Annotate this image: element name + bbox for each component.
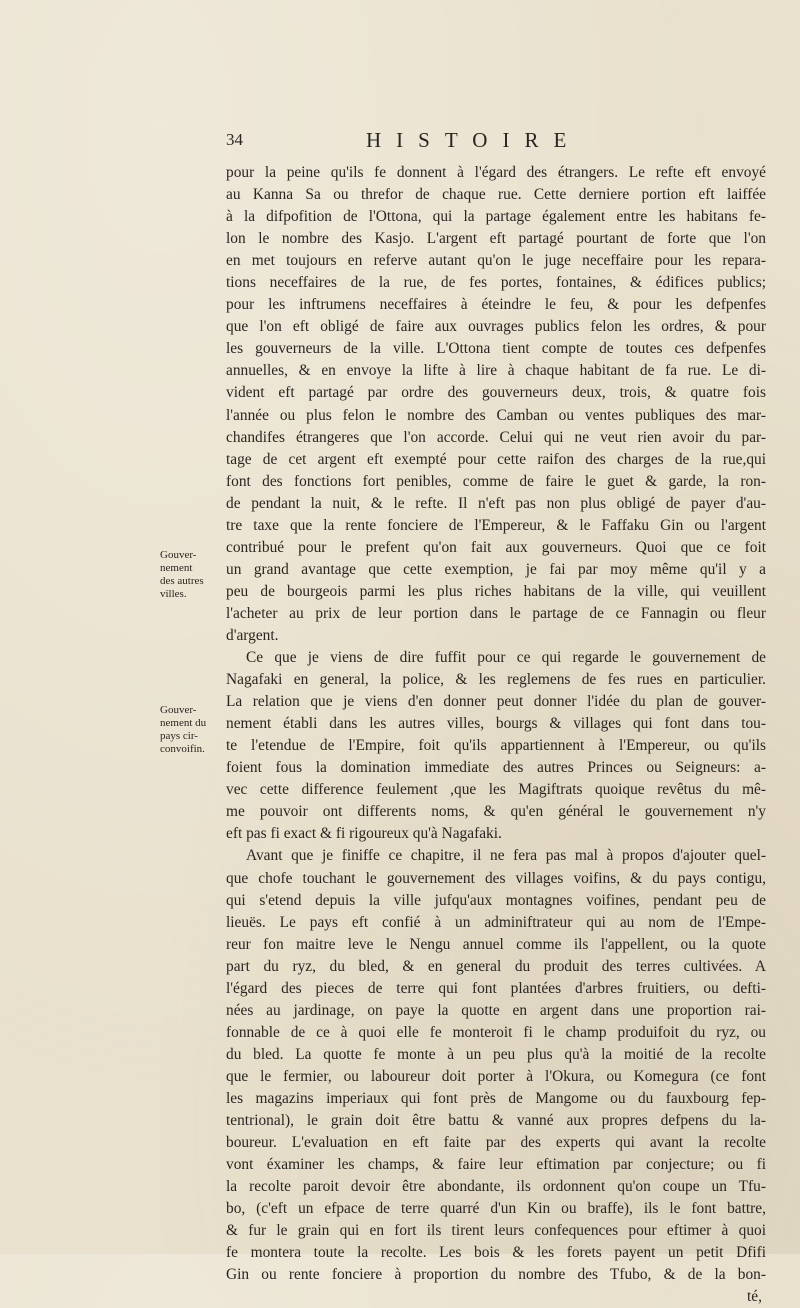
text-line: & fur le grain qui en fort ils tirent leurs confequences pour eftimer à quoi: [226, 1222, 766, 1240]
text-line: l'année ou plus felon le nombre des Camban ou ventes publiques des mar-: [226, 406, 766, 424]
text-line: l'acheter au prix de leur portion dans le partage de ce Fannagin ou fleur: [226, 604, 766, 622]
body-text: [226, 162, 766, 1308]
margin-note-government-surrounding-country: [160, 704, 226, 756]
paragraph-3: [226, 845, 766, 1286]
text-line: vident eft partagé par ordre des gouverneurs deux, trois, & quatre fois: [226, 384, 766, 402]
text-line: les gouverneurs de la ville. L'Ottona tient compte de toutes ces defpenfes: [226, 340, 766, 358]
margin-note-line: nement: [160, 562, 193, 574]
text-line: les magazins imperiaux qui font près de Mangome ou du fauxbourg fep-: [226, 1089, 766, 1107]
text-line: eft pas fi exact & fi rigoureux qu'à Nagafaki.: [226, 825, 502, 843]
text-line: l'égard des pieces de terre qui font plantées d'arbres fruitiers, ou defti-: [226, 979, 766, 997]
text-line: me pouvoir ont differents noms, & qu'en général le gouvernement n'y: [226, 803, 766, 821]
paragraph-2: [226, 647, 766, 845]
text-line: tre taxe que la rente fonciere de l'Empereur, & le Faffaku Gin ou l'argent: [226, 516, 766, 534]
text-line: bo, (c'eft un efpace de terre quarré d'un Kin ou braffe), ils le font battre,: [226, 1200, 766, 1218]
text-line: part du ryz, du bled, & en general du produit des terres cultivées. A: [226, 957, 766, 975]
text-line: La relation que je viens d'en donner peut donner l'idée du plan de gouver-: [226, 693, 766, 711]
text-line: Ce que je viens de dire fuffit pour ce qui regarde le gouvernement de: [246, 649, 766, 667]
text-line: pour les inftrumens neceffaires à éteindre le feu, & pour les defpenfes: [226, 296, 766, 314]
text-line: lon le nombre des Kasjo. L'argent eft partagé pourtant de forte que l'on: [226, 230, 766, 248]
text-line: à la difpofition de l'Ottona, qui la partage également entre les habitans fe-: [226, 208, 766, 226]
text-line: du bled. La quotte fe monte à un peu plus qu'à la moitié de la recolte: [226, 1045, 766, 1063]
text-line: la recolte paroit devoir être abondante, ils ordonnent qu'on coupe un Tfu-: [226, 1178, 766, 1196]
paragraph-1: [226, 162, 766, 647]
margin-note-line: nement du: [160, 717, 207, 729]
text-line: contribué pour le prefent qu'on fait aux gouverneurs. Quoi que ce foit: [226, 538, 766, 556]
text-line: peu de bourgeois parmi les plus riches habitans de la ville, qui veuillent: [226, 582, 766, 600]
margin-note-line: des autres: [160, 575, 204, 587]
text-line: nées au jardinage, on paye la quotte en argent dans une proportion rai-: [226, 1001, 766, 1019]
text-line: foient fous la domination immediate des autres Princes ou Seigneurs: a-: [226, 759, 766, 777]
text-line: chandifes étrangeres que l'on accorde. Celui qui ne veut rien avoir du par-: [226, 428, 766, 446]
text-line: fonnable de ce à quoi elle fe monteroit fi le champ produifoit du ryz, ou: [226, 1023, 766, 1041]
catchword: té,: [747, 1288, 762, 1306]
text-line: qui s'etend depuis la ville jufqu'aux montagnes voifines, pendant peu de: [226, 891, 766, 909]
text-line: d'argent.: [226, 626, 279, 644]
text-line: nement établi dans les autres villes, bourgs & villages qui font dans tou-: [226, 715, 766, 733]
text-line: au Kanna Sa ou threfor de chaque rue. Cette derniere portion eft laiffée: [226, 186, 766, 204]
text-line: fe montera toute la recolte. Les bois & les forets payent un petit Dfifi: [226, 1244, 766, 1262]
text-line: que le fermier, ou laboureur doit porter à l'Okura, ou Komegura (ce font: [226, 1067, 766, 1085]
text-line: font des fonctions fort penibles, comme de faire le guet & garde, la ron-: [226, 472, 766, 490]
margin-note-line: villes.: [160, 588, 187, 600]
margin-note-government-other-towns: [160, 549, 226, 601]
margin-note-line: Gouver-: [160, 704, 197, 716]
text-line: te l'etendue de l'Empire, foit qu'ils appartiennent à l'Empereur, ou qu'ils: [226, 737, 766, 755]
text-line: Avant que je finiffe ce chapitre, il ne fera pas mal à propos d'ajouter quel-: [246, 847, 766, 865]
text-line: tage de cet argent eft exempté pour cette raifon des charges de la rue,qui: [226, 450, 766, 468]
text-line: Gin ou rente fonciere à proportion du nombre des Tfubo, & de la bon-: [226, 1266, 766, 1284]
text-line: un grand avantage que cette exemption, je fai par moy même qu'il y a: [226, 560, 766, 578]
text-line: de pendant la nuit, & le refte. Il n'eft pas non plus obligé de payer d'au-: [226, 494, 766, 512]
margin-note-line: Gouver-: [160, 549, 197, 561]
text-line: Nagafaki en general, la police, & les reglemens de fes rues en particulier.: [226, 671, 766, 689]
text-line: lieuës. Le pays eft confié à un adminiftrateur qui au nom de l'Empe-: [226, 913, 766, 931]
text-line: boureur. L'evaluation en eft faite par des experts qui avant la recolte: [226, 1134, 766, 1152]
text-line: annuelles, & en envoye la lifte à lire à chaque habitant de fa rue. Le di-: [226, 362, 766, 380]
text-line: pour la peine qu'ils fe donnent à l'égard des étrangers. Le refte eft envoyé: [226, 164, 766, 181]
margin-note-line: convoifin.: [160, 743, 205, 755]
page-number: 34: [226, 130, 243, 149]
page-header: [226, 128, 766, 158]
running-head: HISTOIRE: [366, 128, 582, 152]
text-line: tions neceffaires de la rue, de fes portes, fontaines, & édifices publics;: [226, 274, 766, 292]
text-line: vec cette difference feulement ,que les Magiftrats quoique revêtus du mê-: [226, 781, 766, 799]
text-line: reur fon maitre leve le Nengu annuel comme ils l'appellent, ou la quote: [226, 935, 766, 953]
text-line: tentrional), le grain doit être battu & vanné aux propres defpens du la-: [226, 1112, 766, 1130]
text-line: que chofe touchant le gouvernement des villages voifins, & du pays contigu,: [226, 869, 766, 887]
text-line: en met toujours en referve autant qu'on le juge neceffaire pour les repara-: [226, 252, 766, 270]
text-line: que l'on eft obligé de faire aux ouvrages publics felon les ordres, & pour: [226, 318, 766, 336]
text-line: vont éxaminer les champs, & faire leur eftimation par conjecture; ou fi: [226, 1156, 766, 1174]
margin-note-line: pays cir-: [160, 730, 198, 742]
